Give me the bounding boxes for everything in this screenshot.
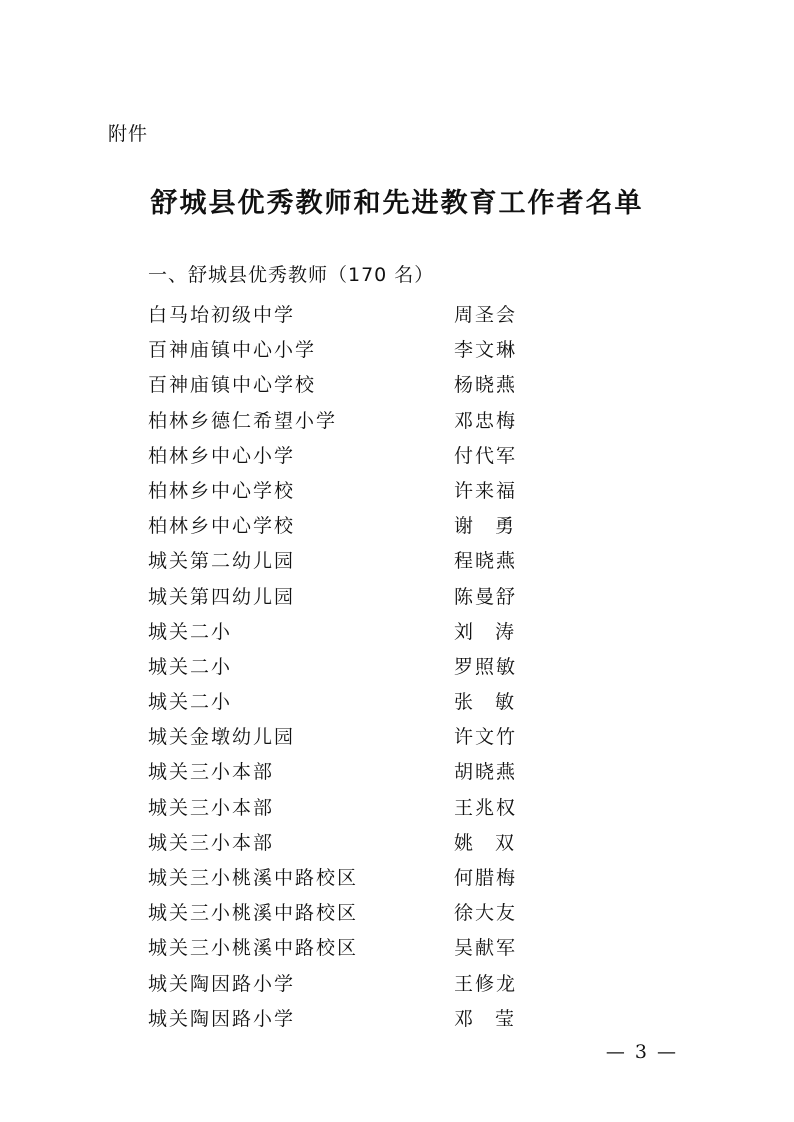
school-name: 柏林乡中心小学: [148, 444, 296, 467]
list-item: [148, 931, 568, 966]
list-item: [148, 333, 568, 368]
school-name: 城关陶因路小学: [148, 972, 296, 995]
teacher-name: 王兆权: [454, 796, 518, 819]
school-name: 城关三小本部: [148, 761, 275, 784]
list-item: [148, 439, 568, 474]
page-number: — 3 —: [605, 1041, 678, 1063]
list-item: [148, 580, 568, 615]
list-item: [148, 1002, 568, 1037]
teacher-name: 邓莹: [454, 1007, 516, 1030]
list-item: [148, 474, 568, 509]
list-item: [148, 861, 568, 896]
teacher-name: 陈曼舒: [454, 585, 518, 608]
school-name: 白马坮初级中学: [148, 304, 296, 326]
teacher-name: 邓忠梅: [454, 409, 518, 432]
school-name: 柏林乡中心学校: [148, 479, 296, 502]
school-name: 百神庙镇中心小学: [148, 339, 317, 362]
list-item: [148, 544, 568, 579]
school-name: 城关二小: [148, 691, 233, 714]
school-name: 城关三小桃溪中路校区: [148, 867, 359, 889]
school-name: 柏林乡德仁希望小学: [148, 409, 338, 432]
school-name: 城关三小桃溪中路校区: [148, 937, 359, 960]
section-heading: 一、舒城县优秀教师（170 名）: [148, 264, 435, 286]
attachment-label: 附件: [108, 123, 149, 145]
teacher-name: 胡晓燕: [454, 761, 518, 784]
teacher-name: 姚双: [454, 831, 516, 854]
document-title: 舒城县优秀教师和先进教育工作者名单: [150, 188, 644, 219]
list-item: [148, 967, 568, 1002]
school-name: 城关金墩幼儿园: [148, 726, 296, 749]
list-item: [148, 791, 568, 826]
list-item: [148, 368, 568, 403]
teacher-name: 徐大友: [454, 902, 518, 925]
teacher-name: 罗照敏: [454, 655, 518, 678]
teacher-name: 周圣会: [454, 304, 518, 326]
teacher-list: [148, 298, 568, 1037]
school-name: 城关三小本部: [148, 831, 275, 854]
teacher-name: 李文琳: [454, 339, 518, 362]
teacher-name: 谢勇: [454, 515, 516, 538]
list-item: [148, 509, 568, 544]
school-name: 城关第二幼儿园: [148, 550, 296, 573]
teacher-name: 吴献军: [454, 937, 518, 960]
list-item: [148, 685, 568, 720]
teacher-name: 刘涛: [454, 620, 516, 643]
school-name: 城关三小桃溪中路校区: [148, 902, 359, 925]
list-item: [148, 826, 568, 861]
list-item: [148, 298, 568, 333]
teacher-name: 程晓燕: [454, 550, 518, 573]
school-name: 城关第四幼儿园: [148, 585, 296, 608]
school-name: 柏林乡中心学校: [148, 515, 296, 538]
teacher-name: 许来福: [454, 479, 518, 502]
teacher-name: 王修龙: [454, 972, 518, 995]
list-item: [148, 755, 568, 790]
list-item: [148, 650, 568, 685]
school-name: 城关三小本部: [148, 796, 275, 819]
teacher-name: 杨晓燕: [454, 374, 518, 397]
list-item: [148, 404, 568, 439]
school-name: 百神庙镇中心学校: [148, 374, 317, 397]
school-name: 城关陶因路小学: [148, 1007, 296, 1030]
list-item: [148, 615, 568, 650]
teacher-name: 张敏: [454, 691, 516, 714]
teacher-name: 何腊梅: [454, 867, 518, 889]
school-name: 城关二小: [148, 620, 233, 643]
teacher-name: 付代军: [454, 444, 518, 467]
school-name: 城关二小: [148, 655, 233, 678]
list-item: [148, 896, 568, 931]
list-item: [148, 720, 568, 755]
teacher-name: 许文竹: [454, 726, 518, 749]
